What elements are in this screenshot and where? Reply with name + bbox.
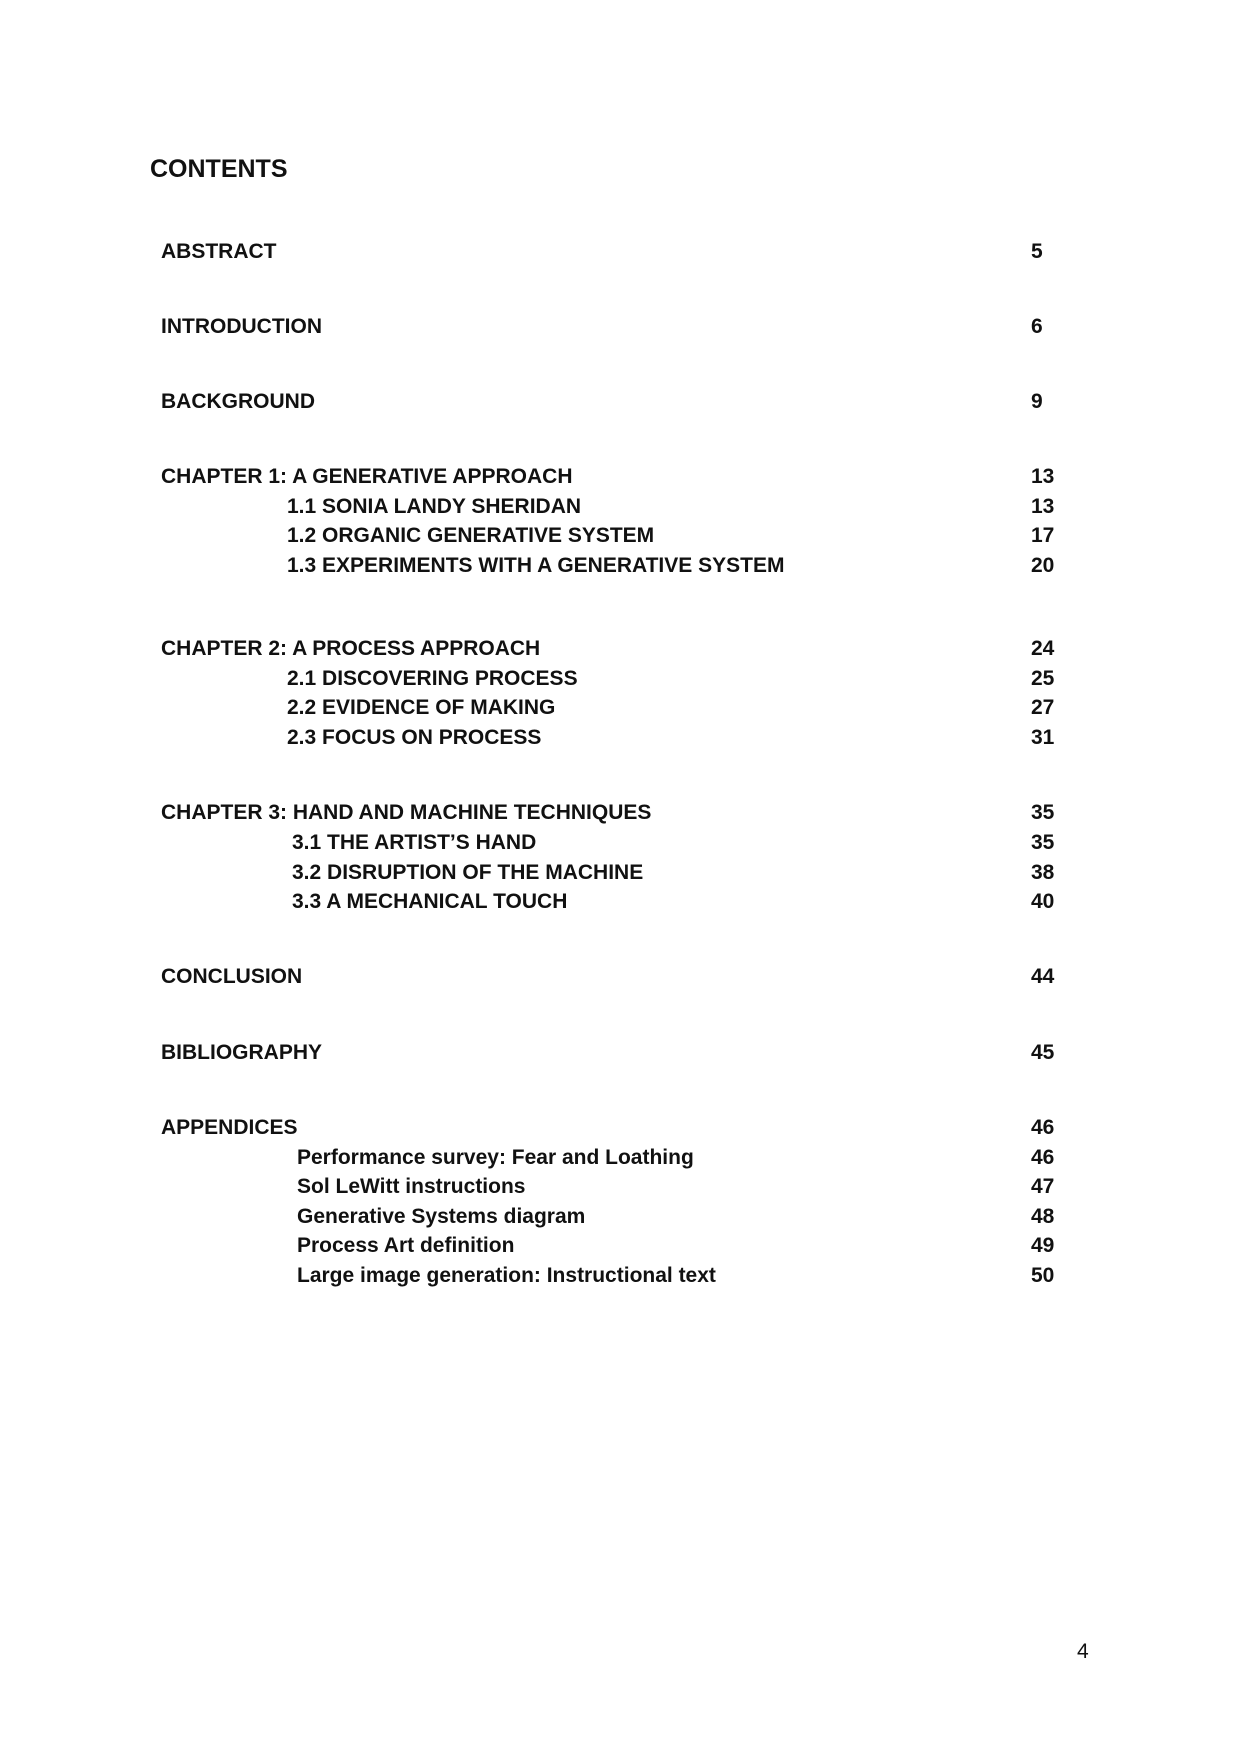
toc-entry-page: 47	[1031, 1175, 1055, 1198]
toc-entry-page: 13	[1031, 465, 1055, 488]
toc-entry-page: 40	[1031, 890, 1055, 913]
toc-entry-page: 9	[1031, 390, 1043, 413]
toc-entry-abstract	[0, 240, 1241, 270]
toc-subentry-appendix-2	[0, 1175, 1241, 1205]
toc-entry-appendices	[0, 1116, 1241, 1146]
contents-heading: CONTENTS	[150, 155, 288, 183]
toc-entry-label: CHAPTER 1: A GENERATIVE APPROACH	[161, 465, 573, 488]
toc-subentry-2-2	[0, 696, 1241, 726]
toc-subentry-appendix-3	[0, 1205, 1241, 1235]
toc-entry-page: 31	[1031, 726, 1055, 749]
toc-entry-label: ABSTRACT	[161, 240, 277, 263]
toc-entry-page: 46	[1031, 1116, 1055, 1139]
toc-entry-label: APPENDICES	[161, 1116, 298, 1139]
toc-entry-label: Performance survey: Fear and Loathing	[297, 1146, 694, 1169]
toc-entry-label: 2.3 FOCUS ON PROCESS	[287, 726, 542, 749]
toc-entry-page: 24	[1031, 637, 1055, 660]
page-number: 4	[1077, 1640, 1089, 1663]
toc-entry-page: 13	[1031, 495, 1055, 518]
toc-entry-page: 38	[1031, 861, 1055, 884]
toc-entry-label: Process Art definition	[297, 1234, 515, 1257]
toc-entry-page: 44	[1031, 965, 1055, 988]
toc-subentry-appendix-1	[0, 1146, 1241, 1176]
toc-entry-chapter-1	[0, 465, 1241, 495]
toc-entry-label: 1.3 EXPERIMENTS WITH A GENERATIVE SYSTEM	[287, 554, 785, 577]
toc-entry-introduction	[0, 315, 1241, 345]
toc-entry-page: 27	[1031, 696, 1055, 719]
toc-entry-page: 5	[1031, 240, 1043, 263]
toc-subentry-1-2	[0, 524, 1241, 554]
toc-entry-label: INTRODUCTION	[161, 315, 322, 338]
toc-subentry-3-2	[0, 861, 1241, 891]
toc-entry-page: 48	[1031, 1205, 1055, 1228]
toc-subentry-3-3	[0, 890, 1241, 920]
toc-subentry-3-1	[0, 831, 1241, 861]
toc-entry-label: 1.1 SONIA LANDY SHERIDAN	[287, 495, 582, 518]
toc-entry-label: CHAPTER 3: HAND AND MACHINE TECHNIQUES	[161, 801, 652, 824]
toc-entry-page: 45	[1031, 1041, 1055, 1064]
toc-entry-chapter-3	[0, 801, 1241, 831]
toc-entry-label: 3.1 THE ARTIST’S HAND	[292, 831, 537, 854]
toc-entry-page: 35	[1031, 831, 1055, 854]
toc-entry-label: BACKGROUND	[161, 390, 315, 413]
toc-entry-label: 3.3 A MECHANICAL TOUCH	[292, 890, 568, 913]
toc-subentry-appendix-5	[0, 1264, 1241, 1294]
toc-entry-page: 46	[1031, 1146, 1055, 1169]
toc-entry-label: BIBLIOGRAPHY	[161, 1041, 323, 1064]
toc-entry-page: 17	[1031, 524, 1055, 547]
toc-entry-bibliography	[0, 1041, 1241, 1071]
toc-entry-page: 6	[1031, 315, 1043, 338]
toc-entry-label: Generative Systems diagram	[297, 1205, 586, 1228]
toc-entry-label: 2.1 DISCOVERING PROCESS	[287, 667, 578, 690]
toc-entry-page: 25	[1031, 667, 1055, 690]
toc-entry-chapter-2	[0, 637, 1241, 667]
toc-entry-label: 3.2 DISRUPTION OF THE MACHINE	[292, 861, 644, 884]
toc-entry-conclusion	[0, 965, 1241, 995]
toc-entry-label: 2.2 EVIDENCE OF MAKING	[287, 696, 556, 719]
toc-entry-label: CONCLUSION	[161, 965, 303, 988]
toc-subentry-appendix-4	[0, 1234, 1241, 1264]
toc-subentry-1-3	[0, 554, 1241, 584]
toc-entry-label: 1.2 ORGANIC GENERATIVE SYSTEM	[287, 524, 655, 547]
toc-entry-label: Sol LeWitt instructions	[297, 1175, 526, 1198]
toc-entry-page: 20	[1031, 554, 1055, 577]
toc-subentry-2-3	[0, 726, 1241, 756]
toc-entry-page: 50	[1031, 1264, 1055, 1287]
toc-entry-label: CHAPTER 2: A PROCESS APPROACH	[161, 637, 541, 660]
toc-entry-page: 35	[1031, 801, 1055, 824]
toc-subentry-1-1	[0, 495, 1241, 525]
toc-entry-label: Large image generation: Instructional text	[297, 1264, 716, 1287]
toc-subentry-2-1	[0, 667, 1241, 697]
toc-entry-background	[0, 390, 1241, 420]
toc-entry-page: 49	[1031, 1234, 1055, 1257]
